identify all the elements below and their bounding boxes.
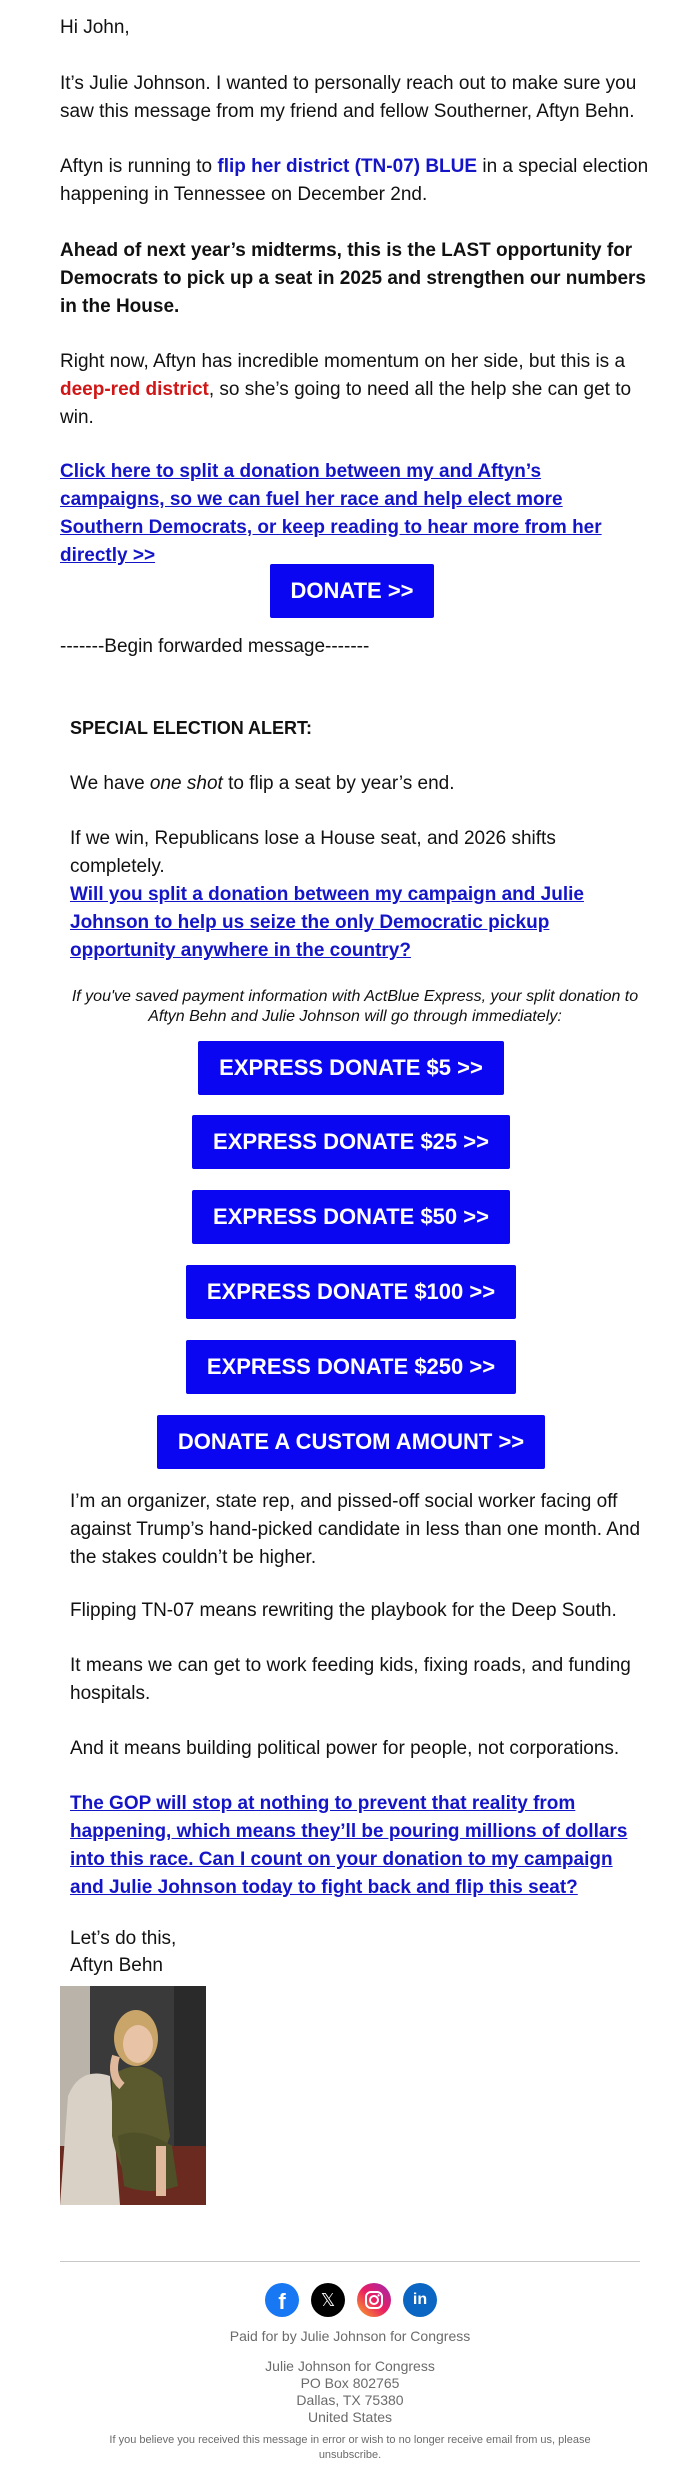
power-paragraph: And it means building political power for people, not corporations. — [70, 1738, 620, 1759]
momentum-text-pre: Right now, Aftyn has incredible momentum on her side, but this is a — [60, 351, 626, 372]
candidate-photo-image — [60, 1986, 206, 2205]
split-question-paragraph — [70, 881, 650, 965]
work-paragraph: It means we can get to work feeding kids, fixing roads, and funding hospitals. — [70, 1655, 631, 1704]
win-paragraph: If we win, Republicans lose a House seat, and 2026 shifts completely. — [70, 828, 556, 877]
gop-donation-link[interactable]: The GOP will stop at nothing to prevent that reality from happening, which means they’ll be pouring millions of dollars into this race. Can I count on your donation to my campaign and Julie Johnson today to fight back and flip this seat? — [70, 1793, 628, 1898]
forward-separator: -------Begin forwarded message------- — [60, 636, 370, 657]
x-icon[interactable] — [311, 2283, 345, 2317]
running-text-pre: Aftyn is running to — [60, 156, 218, 177]
footer-divider — [60, 2261, 640, 2262]
signoff: Let’s do this, — [70, 1928, 177, 1949]
mailing-address — [0, 2358, 700, 2426]
x-glyph: 𝕏 — [320, 2289, 336, 2311]
candidate-photo — [60, 1986, 206, 2205]
split-donation-paragraph — [60, 458, 650, 570]
instagram-icon[interactable] — [357, 2283, 391, 2317]
organizer-paragraph: I’m an organizer, state rep, and pissed-off social worker facing off against Trump’s hand-picked candidate in less than one month. And the stakes couldn’t be higher. — [70, 1491, 641, 1568]
address-line: PO Box 802765 — [300, 2375, 400, 2391]
running-paragraph — [60, 153, 650, 209]
running-highlight: flip her district (TN-07) BLUE — [217, 156, 478, 177]
express-donate-5-button[interactable]: EXPRESS DONATE $5 >> — [198, 1041, 504, 1095]
split-donation-link[interactable]: Click here to split a donation between my and Aftyn’s campaigns, so we can fuel her race and help elect more Southern Democrats, or keep reading to hear more from her directly >> — [60, 461, 602, 566]
momentum-text-post: , so she’s going to need all the help she can get to win. — [60, 379, 632, 428]
paid-for-disclaimer: Paid for by Julie Johnson for Congress — [229, 2328, 471, 2344]
instagram-glyph — [364, 2290, 384, 2310]
express-donate-250-button[interactable]: EXPRESS DONATE $250 >> — [186, 1340, 516, 1394]
express-donate-50-button[interactable]: EXPRESS DONATE $50 >> — [192, 1190, 510, 1244]
facebook-icon[interactable] — [265, 2283, 299, 2317]
express-donate-100-button[interactable]: EXPRESS DONATE $100 >> — [186, 1265, 516, 1319]
split-question-link[interactable]: Will you split a donation between my campaign and Julie Johnson to help us seize the only Democratic pickup opportunity anywhere in the country? — [70, 884, 584, 961]
facebook-glyph: f — [278, 2289, 286, 2314]
unsubscribe-notice — [80, 2433, 620, 2463]
linkedin-glyph: in — [412, 2291, 428, 2308]
gop-paragraph — [70, 1790, 650, 1902]
address-line: Julie Johnson for Congress — [265, 2358, 435, 2374]
momentum-paragraph — [60, 348, 650, 432]
address-line: United States — [307, 2409, 393, 2425]
running-text-post: in a special election happening in Tennessee on December 2nd. — [60, 156, 649, 205]
one-shot-paragraph — [70, 770, 650, 798]
express-note: If you've saved payment information with ActBlue Express, your split donation to Aftyn Behn and Julie Johnson will go through immediately: — [71, 988, 639, 1025]
unsubscribe-text[interactable]: If you believe you received this message in error or wish to no longer receive email from us, please unsubscribe. — [109, 2434, 591, 2461]
donate-button[interactable]: DONATE >> — [270, 564, 434, 618]
greeting: Hi John, — [60, 17, 130, 38]
deep-red-highlight: deep-red district — [60, 379, 209, 400]
express-donate-25-button[interactable]: EXPRESS DONATE $25 >> — [192, 1115, 510, 1169]
address-line: Dallas, TX 75380 — [296, 2392, 404, 2408]
linkedin-icon[interactable] — [403, 2283, 437, 2317]
signature: Aftyn Behn — [70, 1955, 163, 1976]
midterms-paragraph: Ahead of next year’s midterms, this is the LAST opportunity for Democrats to pick up a seat in 2025 and strengthen our numbers in the House. — [60, 240, 646, 317]
one-shot-emphasis: one shot — [149, 773, 223, 794]
donate-custom-amount-button[interactable]: DONATE A CUSTOM AMOUNT >> — [157, 1415, 545, 1469]
playbook-paragraph: Flipping TN-07 means rewriting the playbook for the Deep South. — [70, 1600, 617, 1621]
one-shot-post: to flip a seat by year’s end. — [222, 773, 455, 794]
intro-paragraph: It’s Julie Johnson. I wanted to personally reach out to make sure you saw this message from my friend and fellow Southerner, Aftyn Behn. — [60, 73, 637, 122]
alert-title: SPECIAL ELECTION ALERT: — [70, 718, 313, 738]
one-shot-pre: We have — [70, 773, 150, 794]
